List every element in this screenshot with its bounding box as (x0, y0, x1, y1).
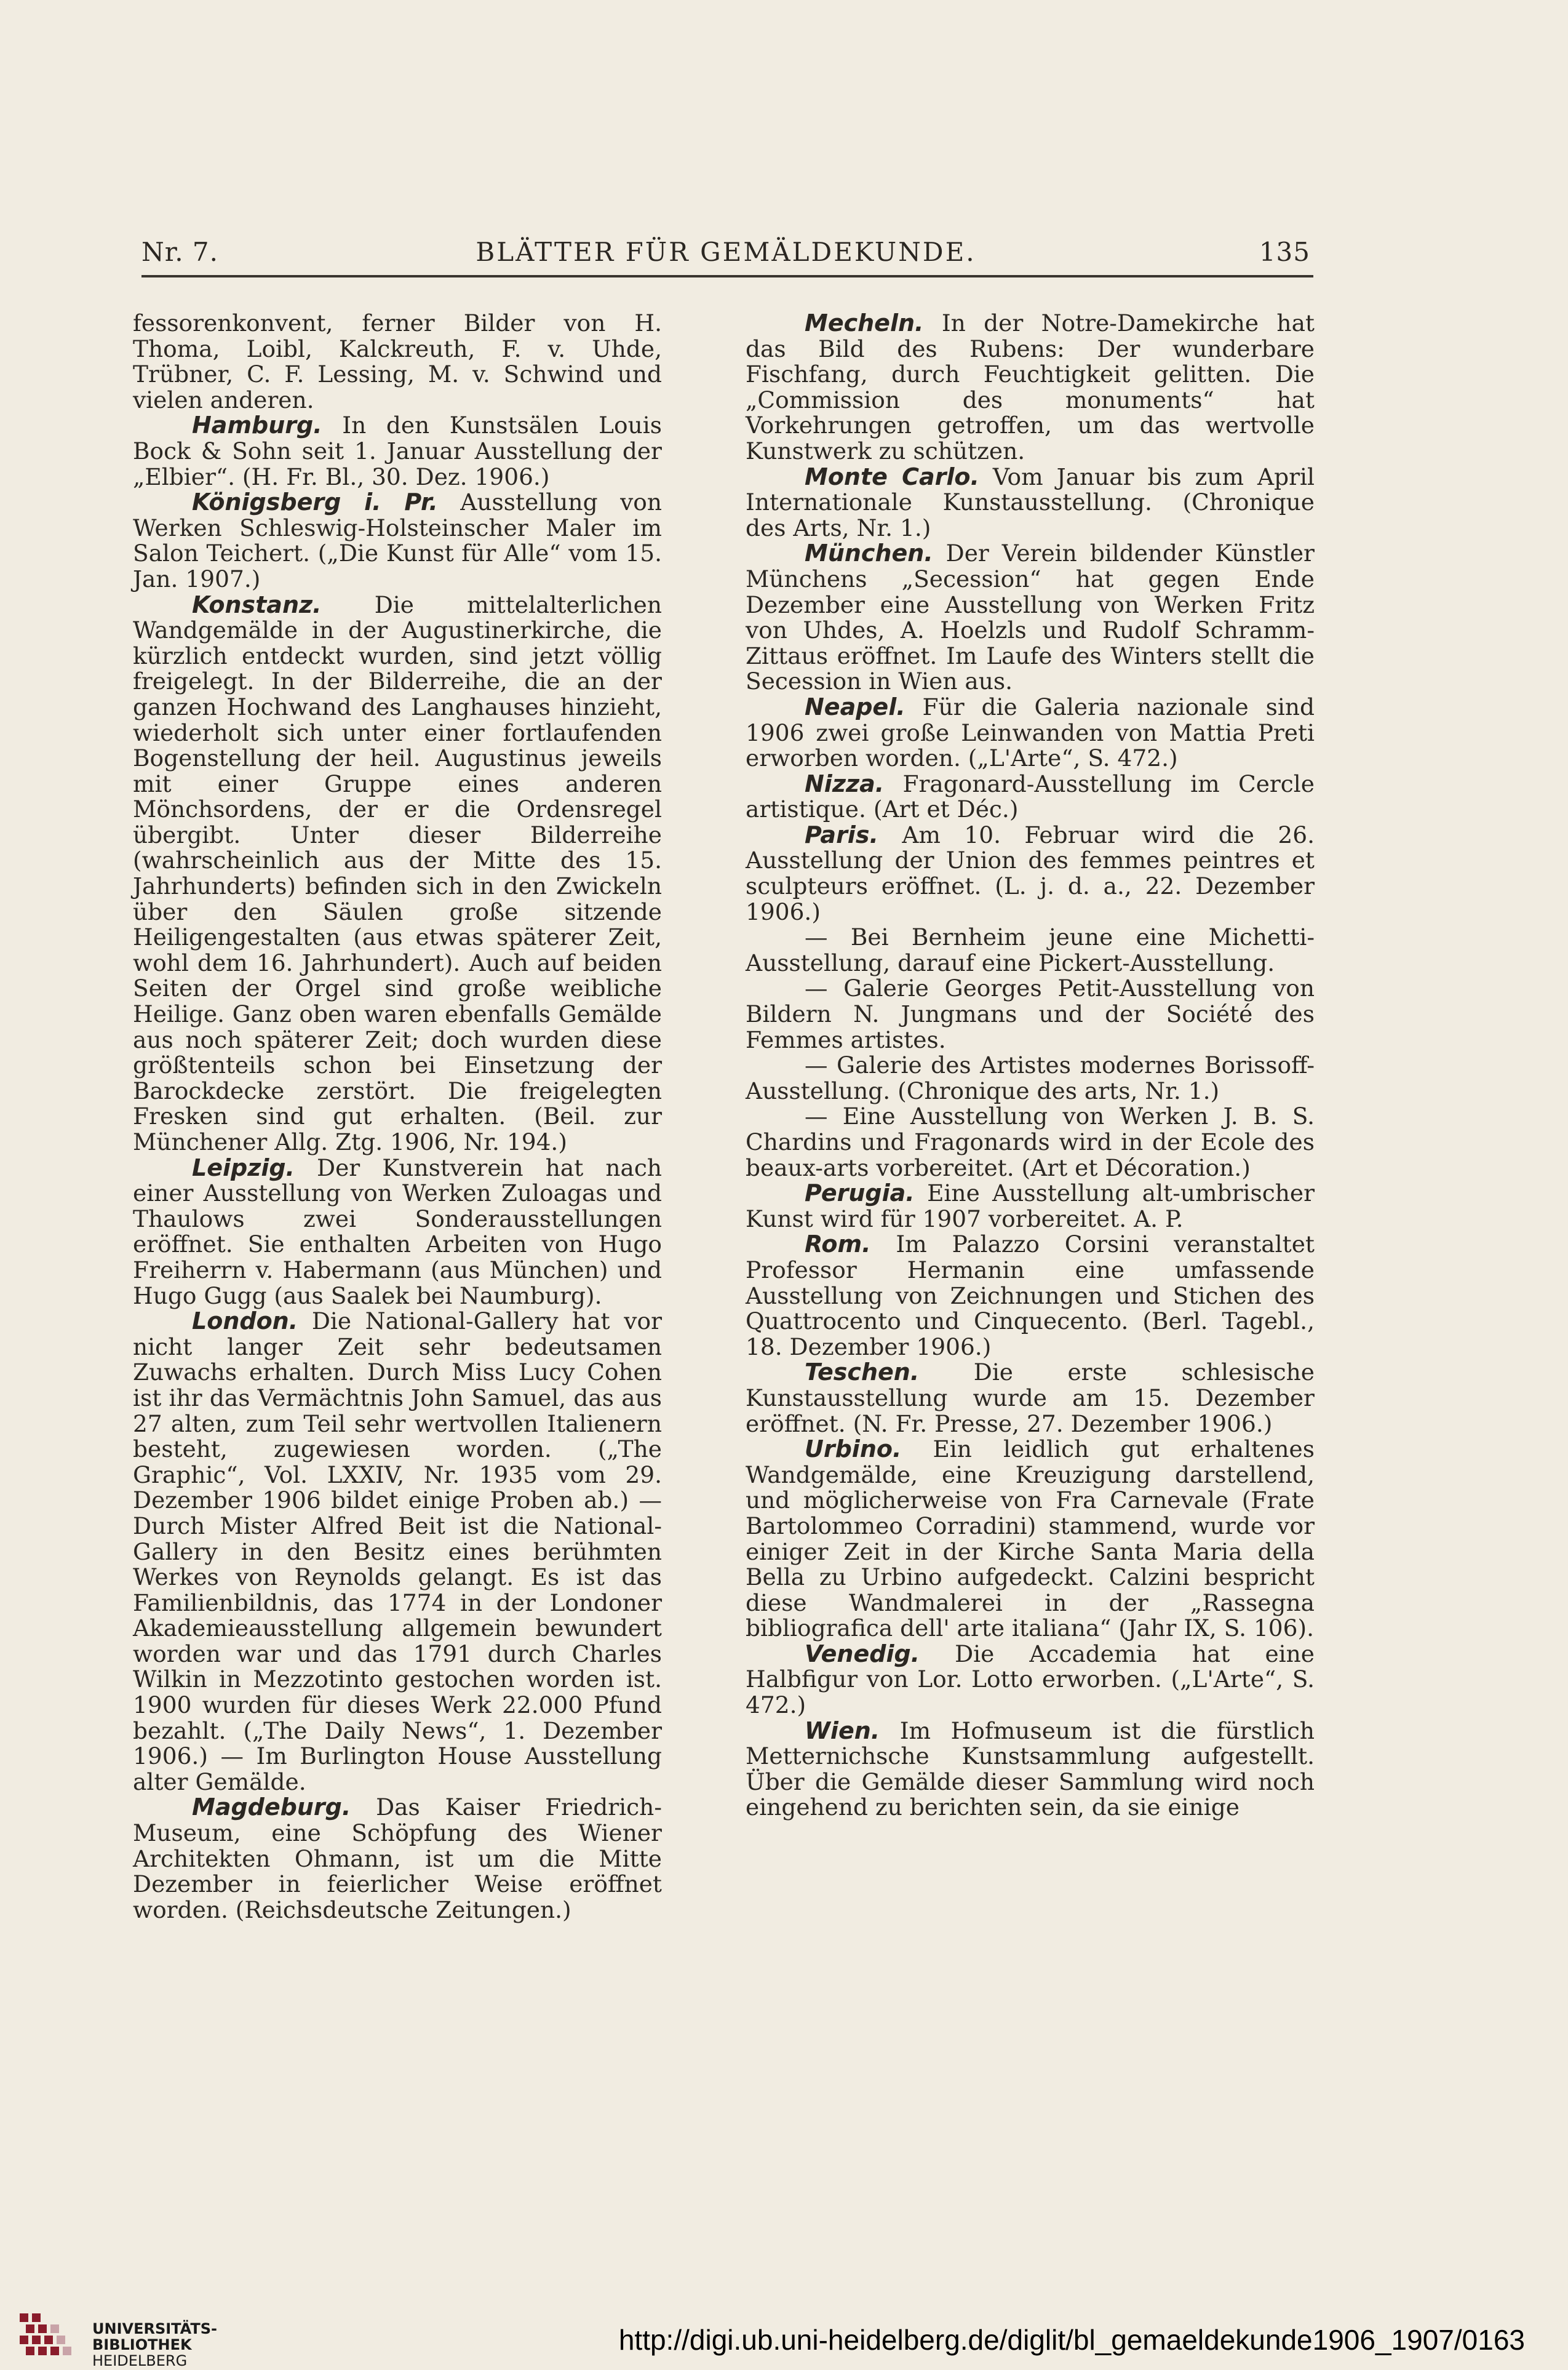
library-line: BIBLIOTHEK (92, 2336, 192, 2353)
paragraph (133, 490, 662, 592)
journal-title: BLÄTTER FÜR GEMÄLDEKUNDE. (476, 237, 976, 267)
paragraph-text: — Bei Bernheim jeune eine Michetti-Ausstellung, darauf eine Pickert-Ausstellung. (746, 924, 1315, 976)
place-heading: Leipzig. (192, 1154, 295, 1181)
place-heading: Königsberg i. Pr. (192, 489, 438, 516)
paragraph (746, 772, 1315, 823)
paragraph-text: Das Kaiser Friedrich-Museum, eine Schöpfung des Wiener Architekten Ohmann, ist um die Mitte Dezember in feierlicher Weise eröffnet worden. (Reichsdeutsche Zeitungen.) (133, 1793, 663, 1923)
paragraph-text: Vom Januar bis zum April Internationale Kunstausstellung. (Chronique des Arts, Nr. 1.) (746, 463, 1315, 541)
paragraph-text: Im Palazzo Corsini veranstaltet Professor Hermanin eine umfassende Ausstellung von Zeichnungen und Stichen des Quattrocento und Cinquecento. (Berl. Tagebl., 18. Dezember 1906.) (746, 1231, 1315, 1360)
paragraph (746, 541, 1315, 695)
paragraph-text: Fragonard-Ausstellung im Cercle artistique. (Art et Déc.) (746, 770, 1315, 823)
left-column (133, 311, 662, 1923)
right-column (746, 311, 1315, 1821)
paragraph-text: Eine Ausstellung alt-umbrischer Kunst wird für 1907 vorbereitet. A. P. (746, 1179, 1315, 1232)
library-line: HEIDELBERG (92, 2352, 188, 2369)
paragraph (746, 311, 1315, 465)
paragraph-text: Im Hofmuseum ist die fürstlich Metternichsche Kunstsammlung aufgestellt. Über die Gemälde dieser Sammlung wird noch eingehend zu berichten sein, da sie einige (746, 1717, 1315, 1821)
paragraph (133, 1155, 662, 1309)
paragraph-text: Ein leidlich gut erhaltenes Wandgemälde, eine Kreuzigung darstellend, und möglicherweise von Fra Carnevale (Frate Bartolommeo Corradini) stammend, wurde vor einiger Zeit in der Kirche Santa Maria della Bella zu Urbino aufgedeckt. Calzini bespricht diese Wandmalerei in der „Rassegna bibliografica dell' arte italiana“ (Jahr IX, S. 106). (746, 1435, 1315, 1642)
paragraph-text: Die National-Gallery hat vor nicht langer Zeit sehr bedeutsamen Zuwachs erhalten. Durch Miss Lucy Cohen ist ihr das Vermächtnis John Samuel, das aus 27 alten, zum Teil sehr wertvollen Italienern besteht, zugewiesen worden. („The Graphic“, Vol. LXXIV, Nr. 1935 vom 29. Dezember 1906 bildet einige Proben ab.) — Durch Mister Alfred Beit ist die National-Gallery in den Besitz eines berühmten Werkes von Reynolds gelangt. Es ist das Familienbildnis, das 1774 in der Londoner Akademieausstellung allgemein bewundert worden war und das 1791 durch Charles Wilkin in Mezzotinto gestochen worden ist. 1900 wurden für dieses Werk 22.000 Pfund bezahlt. („The Daily News“, 1. Dezember 1906.) — Im Burlington House Ausstellung alter Gemälde. (133, 1307, 662, 1795)
paragraph (746, 1437, 1315, 1642)
place-heading: Paris. (805, 821, 878, 848)
place-heading: Urbino. (805, 1435, 902, 1463)
paragraph (746, 976, 1315, 1053)
place-heading: Monte Carlo. (805, 463, 979, 490)
paragraph-text: Der Kunstverein hat nach einer Ausstellung von Werken Zuloagas und Thaulows zwei Sonderausstellungen eröffnet. Sie enthalten Arbeiten von Hugo Freiherrn v. Habermann (aus München) und Hugo Gugg (aus Saalek bei Naumburg). (133, 1154, 662, 1309)
footer-bar (0, 2301, 1568, 2370)
issue-number: Nr. 7. (141, 237, 218, 267)
paragraph-text: Für die Galeria nazionale sind 1906 zwei große Leinwanden von Mattia Preti erworben worden. („L'Arte“, S. 472.) (746, 693, 1315, 772)
page-header (141, 237, 1310, 274)
paragraph-text: Am 10. Februar wird die 26. Ausstellung der Union des femmes peintres et sculpteurs eröffnet. (L. j. d. a., 22. Dezember 1906.) (746, 821, 1315, 925)
paragraph (746, 925, 1315, 976)
place-heading: Konstanz. (192, 591, 322, 618)
paragraph (133, 1795, 662, 1923)
library-name (92, 2321, 217, 2369)
paragraph (746, 695, 1315, 772)
paragraph-text: Die Accademia hat eine Halbfigur von Lor. Lotto erworben. („L'Arte“, S. 472.) (746, 1640, 1315, 1719)
place-heading: Wien. (805, 1717, 880, 1744)
paragraph-text: fessorenkonvent, ferner Bilder von H. Thoma, Loibl, Kalckreuth, F. v. Uhde, Trübner, C. F. Lessing, M. v. Schwind und vielen anderen. (133, 309, 662, 413)
paragraph-text: Die mittelalterlichen Wandgemälde in der Augustinerkirche, die kürzlich entdeckt wurden, sind jetzt völlig freigelegt. In der Bilderreihe, die an der ganzen Hochwand des Langhauses hinzieht, wiederholt sich unter einer fortlaufenden Bogenstellung der heil. Augustinus jeweils mit einer Gruppe eines anderen Mönchsordens, der er die Ordensregel übergibt. Unter dieser Bilderreihe (wahrscheinlich aus der Mitte des 15. Jahrhunderts) befinden sich in den Zwickeln über den Säulen große sitzende Heiligengestalten (aus etwas späterer Zeit, wohl dem 16. Jahrhundert). Auch auf beiden Seiten der Orgel sind große weibliche Heilige. Ganz oben waren ebenfalls Gemälde aus noch späterer Zeit; doch wurden diese größtenteils schon bei Einsetzung der Barockdecke zerstört. Die freigelegten Fresken sind gut erhalten. (Beil. zur Münchener Allg. Ztg. 1906, Nr. 194.) (133, 591, 662, 1155)
place-heading: Magdeburg. (192, 1793, 351, 1821)
place-heading: Perugia. (805, 1179, 915, 1207)
paragraph-text: Der Verein bildender Künstler Münchens „Secession“ hat gegen Ende Dezember eine Ausstellung von Werken Fritz von Uhdes, A. Hoelzls und Rudolf Schramm-Zittaus eröffnet. Im Laufe des Winters stellt die Secession in Wien aus. (746, 540, 1315, 695)
paragraph (746, 1104, 1315, 1181)
paragraph (746, 823, 1315, 925)
place-heading: Teschen. (805, 1359, 920, 1386)
place-heading: Nizza. (805, 770, 885, 797)
paragraph (133, 592, 662, 1155)
place-heading: Hamburg. (192, 412, 322, 439)
paragraph-text: In der Notre-Damekirche hat das Bild des Rubens: Der wunderbare Fischfang, durch Feuchtigkeit gelitten. Die „Commission des monuments“ hat Vorkehrungen getroffen, um das wertvolle Kunstwerk zu schützen. (746, 309, 1315, 465)
place-heading: Venedig. (805, 1640, 920, 1667)
paragraph (746, 1181, 1315, 1232)
paragraph (746, 1718, 1315, 1821)
paragraph-text: Die erste schlesische Kunstausstellung wurde am 15. Dezember eröffnet. (N. Fr. Presse, 27. Dezember 1906.) (746, 1359, 1315, 1437)
paragraph-text: — Galerie Georges Petit-Ausstellung von Bildern N. Jungmans und der Société des Femmes artistes. (746, 975, 1315, 1053)
paragraph (133, 413, 662, 490)
paragraph (746, 1053, 1315, 1104)
header-rule (141, 275, 1313, 277)
paragraph-text: — Eine Ausstellung von Werken J. B. S. Chardins und Fragonards wird in der Ecole des beaux-arts vorbereitet. (Art et Décoration.) (746, 1103, 1315, 1181)
university-library-logo-icon (20, 2313, 84, 2356)
place-heading: London. (192, 1307, 298, 1335)
paragraph (746, 465, 1315, 541)
paragraph (133, 1309, 662, 1795)
page-number: 135 (1259, 237, 1310, 267)
place-heading: München. (805, 540, 933, 567)
paragraph-text: Ausstellung von Werken Schleswig-Holsteinscher Maler im Salon Teichert. („Die Kunst für Alle“ vom 15. Jan. 1907.) (133, 489, 662, 592)
library-line: UNIVERSITÄTS- (92, 2320, 218, 2337)
paragraph (746, 1642, 1315, 1718)
paragraph (746, 1360, 1315, 1437)
place-heading: Rom. (805, 1231, 871, 1258)
place-heading: Mecheln. (805, 309, 924, 337)
paragraph-text: In den Kunstsälen Louis Bock & Sohn seit 1. Januar Ausstellung der „Elbier“. (H. Fr. Bl., 30. Dez. 1906.) (133, 412, 662, 490)
place-heading: Neapel. (805, 693, 905, 720)
source-url[interactable]: http://digi.ub.uni-heidelberg.de/diglit/bl_gemaeldekunde1906_1907/0163 (618, 2324, 1525, 2356)
paragraph (133, 311, 662, 413)
paragraph (746, 1232, 1315, 1360)
paragraph-text: — Galerie des Artistes modernes Borissoff-Ausstellung. (Chronique des arts, Nr. 1.) (746, 1051, 1315, 1104)
